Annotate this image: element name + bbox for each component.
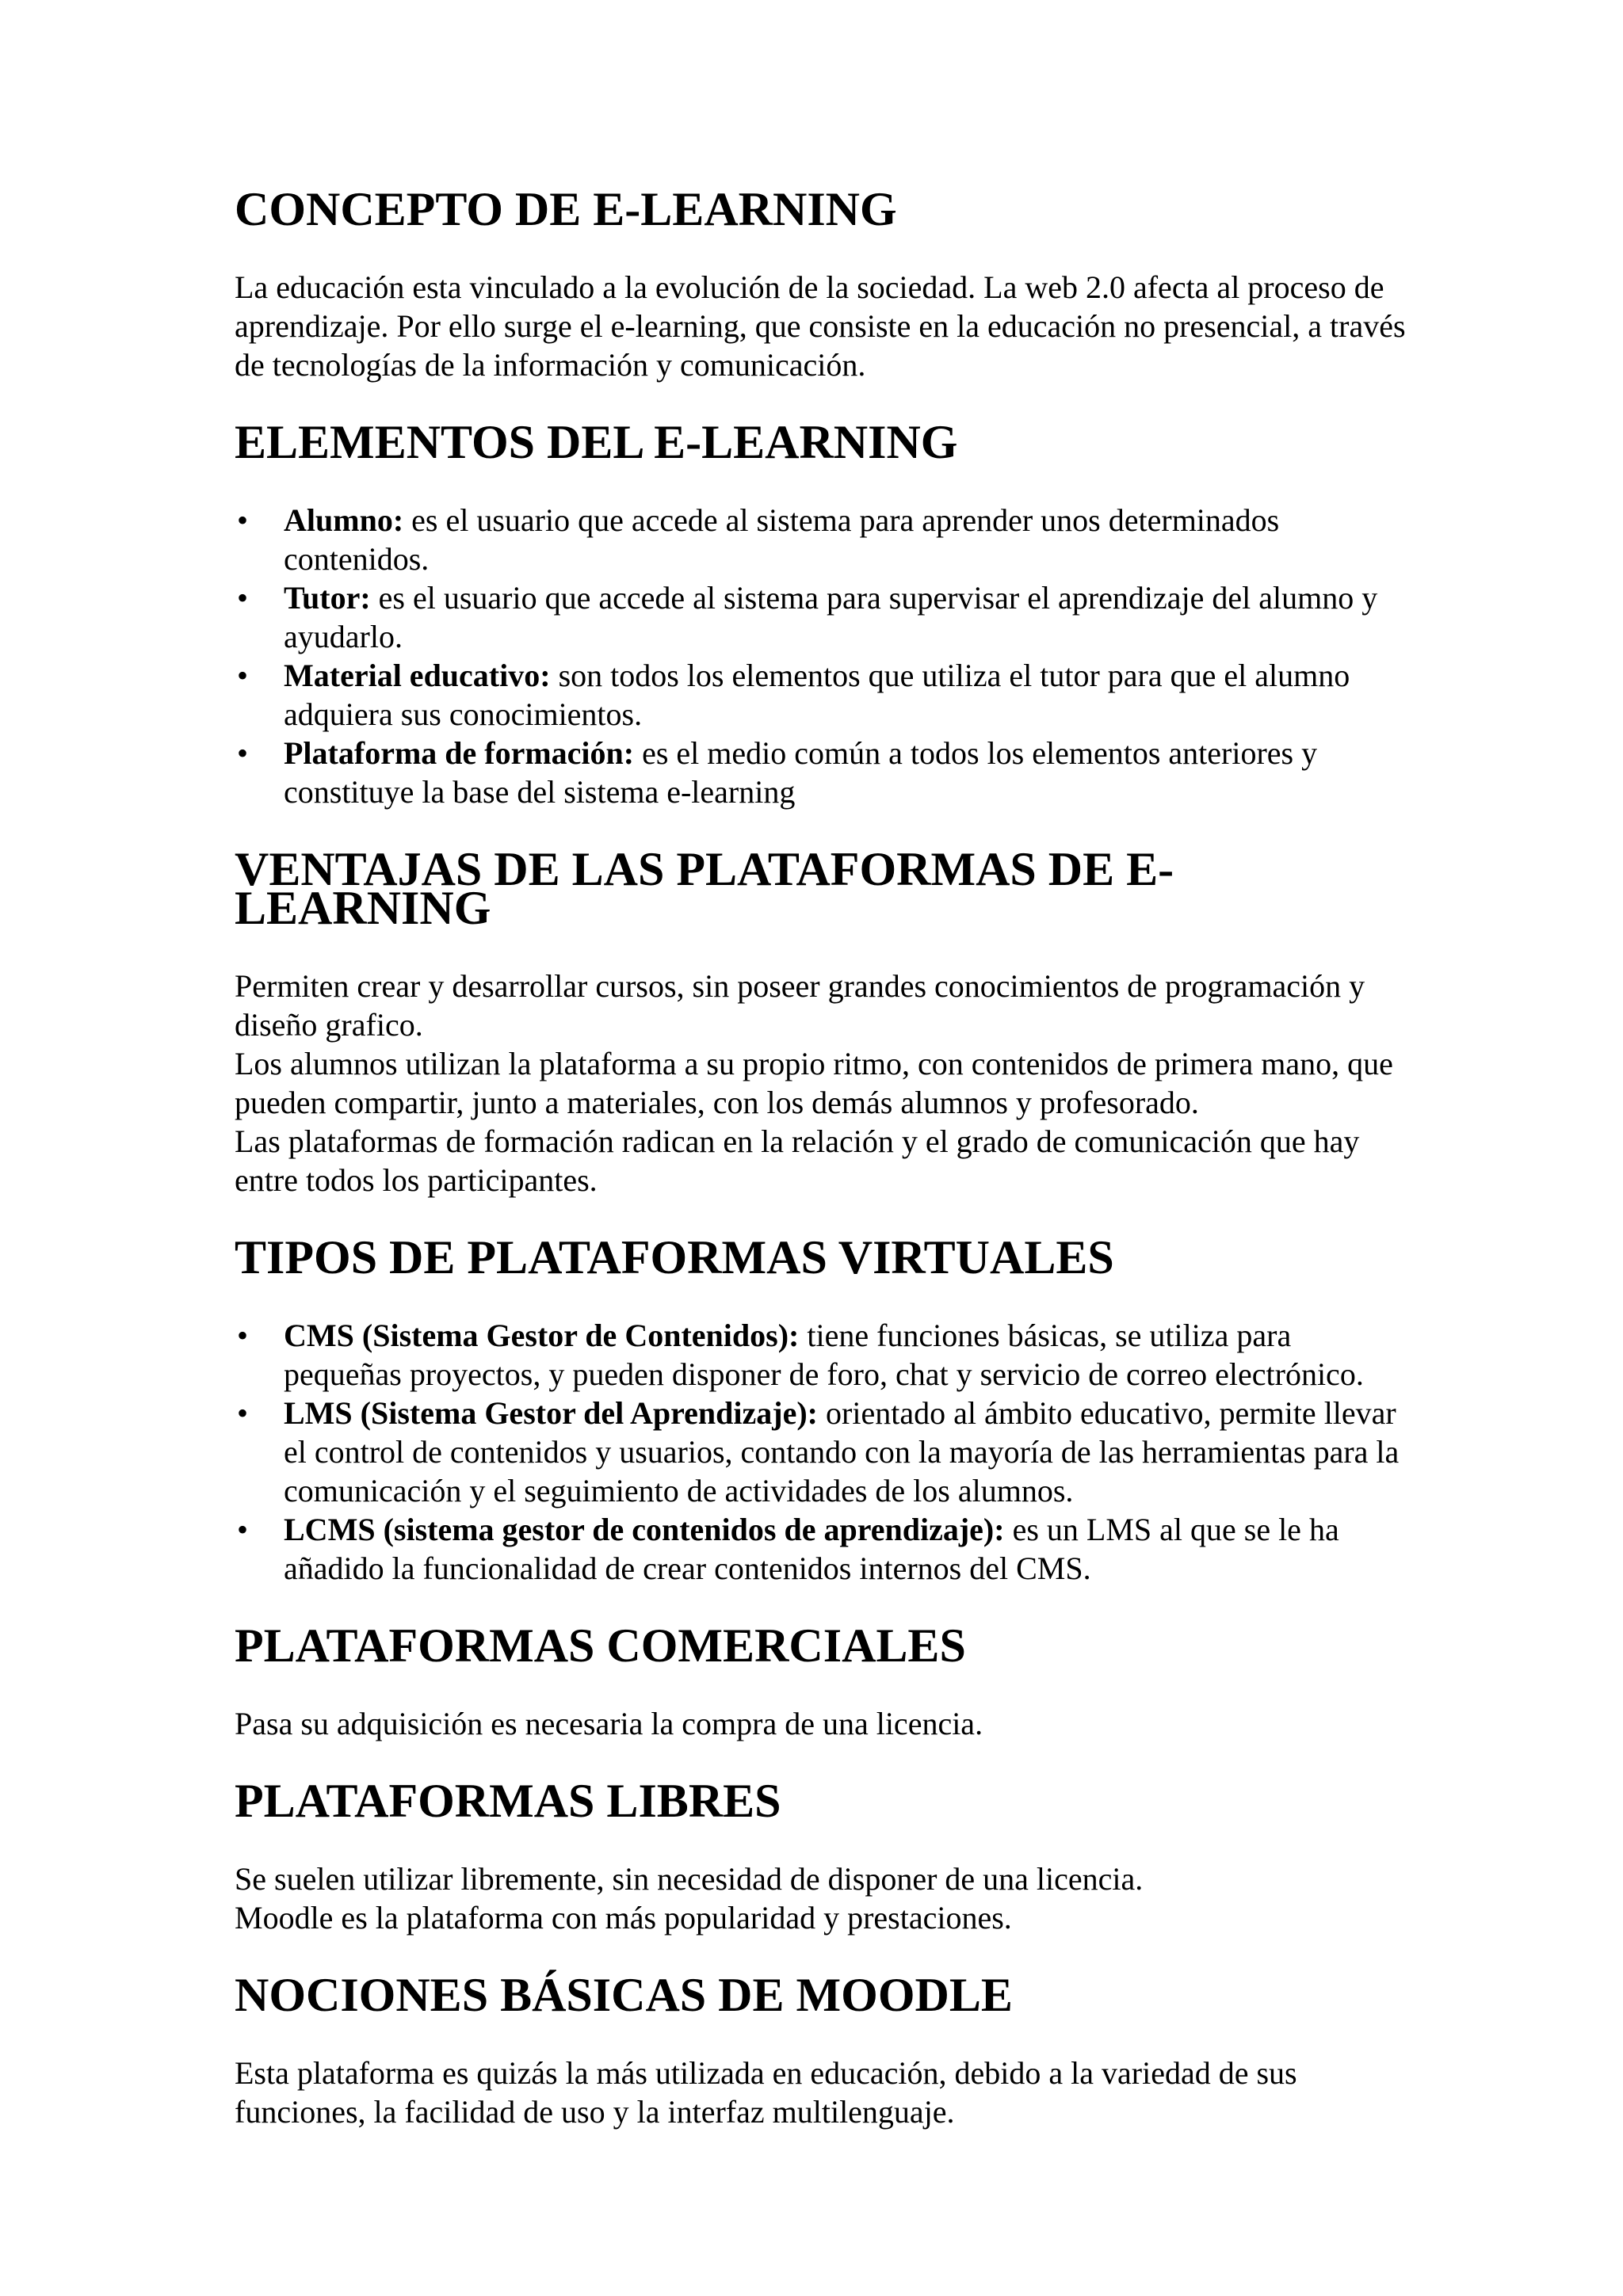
list-item-text: es el usuario que accede al sistema para supervisar el aprendizaje del alumno y ayudarlo.: [284, 580, 1378, 654]
section-heading-tipos: TIPOS DE PLATAFORMAS VIRTUALES: [235, 1231, 1114, 1283]
list-item-term: Alumno:: [284, 502, 404, 538]
list-item: [235, 1394, 1407, 1510]
list-item-text: orientado al ámbito educativo, permite llevar el control de contenidos y usuarios, contando con la mayoría de las herramientas para la comunicación y el seguimiento de actividades de los alumnos.: [284, 1395, 1400, 1508]
list-item: [235, 1316, 1407, 1394]
list-item: [235, 1510, 1407, 1588]
paragraph-concepto: La educación esta vinculado a la evolución de la sociedad. La web 2.0 afecta al proceso de aprendizaje. Por ello surge el e-learning, que consiste en la educación no presencial, a través de tecnologías de la información y comunicación.: [235, 269, 1406, 383]
document-page: [235, 183, 1407, 2131]
list-item-text: tiene funciones básicas, se utiliza para pequeñas proyectos, y pueden disponer de foro, chat y servicio de correo electrónico.: [284, 1318, 1364, 1392]
paragraph-ventajas-3: Las plataformas de formación radican en la relación y el grado de comunicación que hay entre todos los participantes.: [235, 1123, 1360, 1198]
section-heading-comerciales: PLATAFORMAS COMERCIALES: [235, 1619, 966, 1672]
list-item-term: Tutor:: [284, 580, 371, 616]
list-item-term: LCMS (sistema gestor de contenidos de aprendizaje):: [284, 1512, 1005, 1547]
paragraph-moodle: Esta plataforma es quizás la más utilizada en educación, debido a la variedad de sus funciones, la facilidad de uso y la interfaz multilenguaje.: [235, 2055, 1297, 2130]
paragraph-libres-2: Moodle es la plataforma con más popularidad y prestaciones.: [235, 1900, 1012, 1936]
list-item-term: LMS (Sistema Gestor del Aprendizaje):: [284, 1395, 819, 1431]
section-heading-elementos: ELEMENTOS DEL E-LEARNING: [235, 416, 958, 468]
list-elementos: [235, 501, 1407, 811]
list-item-term: Material educativo:: [284, 658, 551, 693]
bullet-icon: •: [237, 658, 249, 693]
bullet-icon: •: [237, 735, 249, 771]
section-heading-ventajas: VENTAJAS DE LAS PLATAFORMAS DE E-LEARNING: [235, 843, 1174, 934]
list-item-text: es el usuario que accede al sistema para aprender unos determinados contenidos.: [284, 502, 1280, 577]
list-item: [235, 656, 1407, 734]
section-heading-concepto: CONCEPTO DE E-LEARNING: [235, 183, 897, 235]
section-heading-moodle: NOCIONES BÁSICAS DE MOODLE: [235, 1969, 1013, 2021]
list-item: [235, 734, 1407, 811]
bullet-icon: •: [237, 580, 249, 616]
list-item-text: es un LMS al que se le ha añadido la funcionalidad de crear contenidos internos del CMS.: [284, 1512, 1339, 1586]
paragraph-ventajas-1: Permiten crear y desarrollar cursos, sin poseer grandes conocimientos de programación y diseño grafico.: [235, 968, 1365, 1043]
bullet-icon: •: [237, 1512, 249, 1547]
paragraph-comerciales: Pasa su adquisición es necesaria la compra de una licencia.: [235, 1706, 983, 1741]
paragraph-libres-1: Se suelen utilizar libremente, sin necesidad de disponer de una licencia.: [235, 1861, 1144, 1897]
list-item: [235, 578, 1407, 656]
list-item-text: son todos los elementos que utiliza el tutor para que el alumno adquiera sus conocimientos.: [284, 658, 1350, 732]
list-item-term: CMS (Sistema Gestor de Contenidos):: [284, 1318, 800, 1353]
paragraph-ventajas-2: Los alumnos utilizan la plataforma a su propio ritmo, con contenidos de primera mano, que pueden compartir, junto a materiales, con los demás alumnos y profesorado.: [235, 1046, 1393, 1120]
bullet-icon: •: [237, 502, 249, 538]
list-tipos: [235, 1316, 1407, 1588]
list-item-text: es el medio común a todos los elementos anteriores y constituye la base del sistema e-learning: [284, 735, 1318, 810]
list-item-term: Plataforma de formación:: [284, 735, 635, 771]
section-heading-libres: PLATAFORMAS LIBRES: [235, 1775, 781, 1827]
bullet-icon: •: [237, 1318, 249, 1353]
list-item: [235, 501, 1407, 578]
bullet-icon: •: [237, 1395, 249, 1431]
